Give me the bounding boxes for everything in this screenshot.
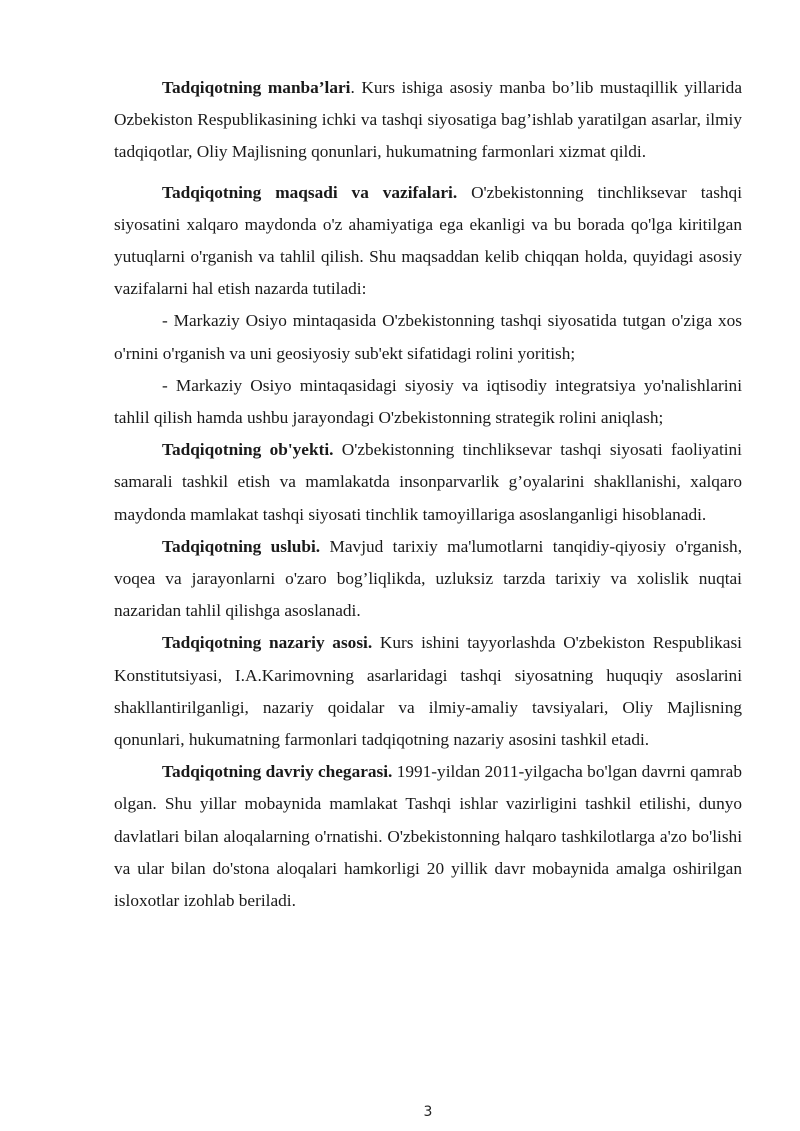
text-object: O'zbekistonning tinchliksevar tashqi siyosati faoliyatini samarali tashkil etish va mamlakatda insonparvarlik g’oyalarini shakllanishi, xalqaro maydonda mamlakat tashqi siyosati tinchlik tamoyillariga asoslanganligi hisoblanadi. [114,440,742,524]
document-page [114,72,742,917]
heading-theory: Tadqiqotning nazariy asosi. [162,633,373,653]
paragraph-goals [114,177,742,306]
text-method: Mavjud tarixiy ma'lumotlarni tanqidiy-qiyosiy o'rganish, voqea va jarayonlarni o'zaro bog’liqlikda, uzluksiz tarzda tarixiy va xolislik nuqtai nazaridan tahlil qilishga asoslanadi. [114,536,743,621]
task-item: - Markaziy Osiyo mintaqasidagi siyosiy va iqtisodiy integratsiya yo'nalishlarini tahlil qilish hamda ushbu jarayondagi O'zbekistonning strategik rolini aniqlash; [114,375,742,428]
heading-object: Tadqiqotning ob'yekti. [162,440,334,460]
paragraph-theory [114,627,742,756]
text-sources: . Kurs ishiga asosiy manba bo’lib mustaqillik yillarida Ozbekiston Respublikasining ichki va tashqi siyosatiga bag’ishlab yaratilgan asarlar, ilmiy tadqiqotlar, Oliy Majlisning qonunlari, hukumatning farmonlari xizmat qildi. [114,78,742,162]
heading-period: Tadqiqotning davriy chegarasi. [162,762,393,782]
paragraph-method [114,531,742,628]
heading-method: Tadqiqotning uslubi. [162,536,321,556]
paragraph-sources [114,72,742,169]
paragraph-period [114,756,742,917]
paragraph-object [114,434,742,531]
text-goals: O'zbekistonning tinchliksevar tashqi siyosatini xalqaro maydonda o'z ahamiyatiga ega ekanligi va bu borada qo'lga kiritilgan yutuqlarni o'rganish va tahlil qilish. Shu maqsaddan kelib chiqqan holda, quyidagi asosiy vazifalarni hal etish nazarda tutiladi: [114,182,742,299]
page-number: 3 [423,1104,433,1120]
text-period: 1991-yildan 2011-yilgacha bo'lgan davrni qamrab olgan. Shu yillar mobaynida mamlakat Tashqi ishlar vazirligini tashkil etilishi, dunyo davlatlari bilan aloqalarning o'rnatishi. O'zbekistonning halqaro tashkilotlarga a'zo bo'lishi va ular bilan do'stona aloqalari hamkorligi 20 yillik davr mobaynida amalga oshirilgan isloxotlar izohlab beriladi. [114,762,742,911]
heading-sources: Tadqiqotning manba’lari [162,78,351,97]
task-item: - Markaziy Osiyo mintaqasida O'zbekistonning tashqi siyosatida tutgan o'ziga xos o'rnini o'rganish va uni geosiyosiy sub'ekt sifatidagi rolini yoritish; [114,311,742,363]
text-theory: Kurs ishini tayyorlashda O'zbekiston Respublikasi Konstitutsiyasi, I.A.Karimovning asarlaridagi tashqi siyosatning huquqiy asoslarini shakllantirilganligi, nazariy qoidalar va ilmiy-amaliy tavsiyalari, Oliy Majlisning qonunlari, hukumatning farmonlari tadqiqotning nazariy asosini tashkil etadi. [114,633,742,750]
heading-goals: Tadqiqotning maqsadi va vazifalari. [162,182,458,202]
